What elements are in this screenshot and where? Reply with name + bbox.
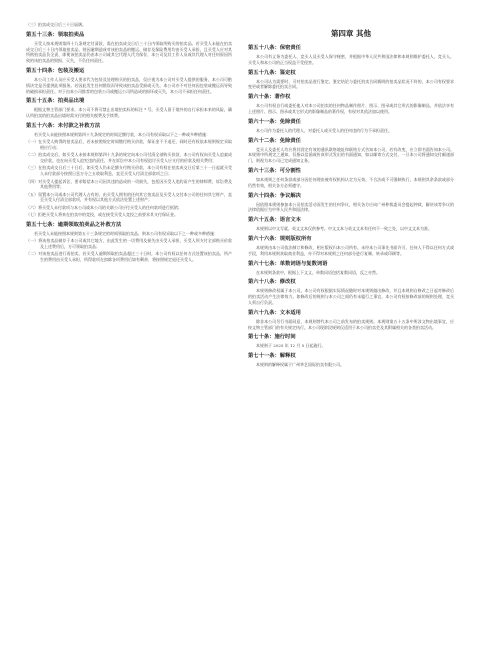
- article-56-item: （四）对买受人提起诉讼，要求赔偿本公司因其违约造成的一切损失，包括因买受人违约而产生的律师费、诉讼费及其他费用等；: [26, 178, 232, 190]
- article-56-item: （三）在拍卖成交日后三十日后，如买受人仍未足额支付购买价款，本公司有权在拍卖成交日后第三十一日起就买受人未付款部分按照日息万分之五收取利息，直至买受人付清全部款项之日；: [26, 165, 232, 177]
- article-62-title: 第六十二条：免除责任: [248, 137, 301, 144]
- article-62-text: 竞买人及委托人均应将其固定有效的通讯联络地址和联络方式告知本公司，若有改变，应立即书面告知本公司。本规则中所规定之通知，仅指以信函或传真形式发出的书面通知，如以邮寄方式交付，一旦本公司将通知交付邮递部门，则视为本公司已完成通知义务。: [248, 146, 454, 164]
- article-63-title: 第六十三条：可分割性: [248, 167, 301, 174]
- article-58-text: 本公司有义务为委托人、竞买人及买受人保守秘密，并根据中华人民共和国法律和本规则维护委托人、竞买人、买受人和本公司的正当权益不受侵害。: [248, 54, 454, 65]
- article-56-item: （五）留置本公司或本公司代理人占有的、由买受人拥有的任何其它拍卖品及买受人交付本公司的任何其它财产，直至买受人付清全部款项，并有权以其他方式依法处置上述财产；: [26, 191, 232, 203]
- article-54-text: 本公司工作人员应买受人要求代为包装及处理购买的拍卖品，仅应视为本公司对买受人提供的服务，本公司可酌情决定是否提供此项服务。若因此发生任何错误而导致该拍卖品受损或灭失，本公司亦不对任何因包装或搬运而导致的破损承担责任。对于由本公司推荐的包装公司或搬运公司所造成的损坏或灭失，本公司不承担任何责任。: [26, 76, 232, 94]
- article-64-text: 因依照本规则参加本公司拍卖活动而发生的任何争议，相关各方应向广州仲裁委员会提起仲裁，解决该等争议的法律依据应为中华人民共和国法律。: [248, 201, 454, 213]
- article-65-text: 本规则以中文写就，英文文本仅供参考。中文文本与英文文本有任何不一致之处，以中文文本为准。: [256, 226, 432, 232]
- article-60-text: 本公司有权自行或委托他人对本公司拍卖的任何物品制作照片、图示、图录或其它形式的影像制品，并依法享有上述照片、图示、图录或其它形式的影像制品的著作权，有权对其依法加以使用。: [248, 103, 454, 114]
- article-59-text: 本公司认为需要时，可对拍卖品进行鉴定。鉴定结论与委托拍卖合同载明的拍卖品状况不符的，本公司有权要求变更或者解除委托拍卖合同。: [248, 78, 454, 90]
- article-56-text: 若买受人未能按照本规则第四十九条规定的时间足额付款，本公司有权采取以下之一种或多种措施：: [34, 131, 210, 137]
- article-58-title: 第五十八条：保密责任: [248, 45, 301, 51]
- article-53-text: 买受人按本规则第四十九条规定付清款，需在拍卖成交日后三十日内领取所购买的拍卖品。若买受人未能在拍卖成交日后三十日内领取拍卖品，则因逾期造成对该拍卖品的搬运、储存及保险费用均由买受人承担，且买受人应对其所购拍卖品负全责，即使该拍卖品仍由本公司或其它代理人代为保存，本公司及其工作人员或其代理人对任何原因所致的该拍卖品的毁损、灭失，不负任何责任。: [26, 40, 232, 64]
- article-57-title: 第五十七条：逾期领取拍卖品之补救方法: [26, 221, 122, 228]
- article-63-text: 如本规则之任何条款或部分因任何理由被有权机构认定为无效、不合法或不可强制执行，本规则其余条款或部分仍然有效，相关各方必须遵守。: [248, 176, 454, 188]
- article-70-text: 本规则于 2025 年 12 月 5 日起施行。: [256, 343, 326, 349]
- article-69-text: 除非本公司另行书面同意，本规则替代本公司之前发布的拍卖规则。本规则第五十五条中所涉文物出境事宜，应按文物主管部门的有关规定执行。本公司现阶段规则仅适用于本公司拍卖会及其附属相关的各类拍卖活动。: [248, 318, 454, 330]
- article-54-title: 第五十四条：包装及搬运: [26, 67, 85, 74]
- article-57-text: 若买受人未能按照本规则第五十三条规定的时间领取拍卖品，则本公司有权采取以下之一种或多种措施：: [34, 230, 218, 236]
- article-57-item: （二）对该拍卖品进行再拍卖，若买受人逾期领取拍卖品超过三十日时，本公司有权以任何方式处置该拍卖品，所产生的费用由买受人承担，所得款项在扣除各项费用后如有剩余，将按照规定退还买受人。: [26, 251, 232, 263]
- article-59-title: 第五十九条：鉴定权: [248, 69, 296, 76]
- article-61-text: 本公司作为委托人的代理人，对委托人或买受人的任何违约行为不承担责任。: [256, 127, 392, 133]
- article-57-item: （一）将该拍卖品储存于本公司或其它地方，由此发生的一切费用及损失由买受人承担，买受人须支付全部购买价款及上述费用后，方可领取拍卖品；: [26, 238, 232, 249]
- article-55-title: 第五十五条：拍卖品出境: [26, 98, 85, 105]
- article-56-title: 第五十六条：未付款之补救方法: [26, 122, 101, 129]
- article-60-title: 第六十条：著作权: [248, 94, 291, 101]
- article-61-title: 第六十一条：免除责任: [248, 118, 301, 125]
- article-71-title: 第七十一条：解释权: [248, 353, 296, 360]
- article-71-text: 本规则的解释权属于广州华艺国际拍卖有限公司。: [256, 362, 344, 368]
- article-64-title: 第六十四条：争议解决: [248, 192, 301, 199]
- top-item: （三）拍卖成交日后三十日届满。: [26, 22, 86, 27]
- article-69-title: 第六十九条：文本适用: [248, 309, 301, 316]
- article-55-text: 根据文物主管部门要求，本公司不将可禁止出境拍卖标的标注 * 号。买受人留于境外的自行承担本来的风险，确认所拍卖的拍卖品出境时需支付的相关税费及手续费。: [26, 107, 232, 119]
- article-56-item: （二）拍卖成交后，如买受人未按本规则第四十九条的规定向本公司付清全部购买价款，本公司有权向买受人追索成交价款。也在向买受人追究违约责任，并在诉讼中本公司有权追讨买受人应支付的价款及相关费用；: [26, 152, 232, 164]
- article-56-item: （一）在买受人购得的拍卖品后，若未按照规定时间缴付购买价款，保证金不予退还，同时还有权依本规则规定采取相应行动；: [26, 139, 232, 151]
- article-68-title: 第六十八条：修改权: [248, 279, 296, 286]
- article-65-title: 第六十五条：语言文本: [248, 217, 301, 224]
- left-column: [26, 22, 232, 264]
- article-67-title: 第六十七条：单数词语与复数词语: [248, 260, 328, 267]
- article-68-text: 本规则修改权属于本公司。本公司有权根据实际情况随时对本规则做出修改，并且本规则自修改之日起对修改后的拍卖活动产生法律效力。如修改后的规则与本公司之间仍有未履行之事宜，本公司有权按修改前的规则处理，竞买人须自行负责。: [248, 288, 454, 305]
- chapter-heading: 第四章 其他: [330, 29, 372, 38]
- article-66-text: 本规则由本公司依法制订和修改，相应版权归本公司所有。未经本公司事先书面许可，任何人不得以任何方式或手段，利用本规则获取商业利益，亦不得对本规则之任何部分进行复制、转录或印刷等。: [248, 244, 454, 256]
- article-70-title: 第七十条：施行时间: [248, 334, 296, 341]
- article-53-title: 第五十三条：领取拍卖品: [26, 31, 85, 38]
- article-56-item: （六）将买受人未付款项与本公司或本公司的关联公司应付买受人的任何款项进行抵销；: [26, 204, 182, 210]
- right-column: [248, 22, 454, 369]
- article-67-text: 在本规则条款中，根据上下文义，单数词语包括复数词语，反之亦然。: [256, 269, 380, 275]
- article-56-item: （七）拒绝买受人将来在拍卖中的竞投，或在接受买受人竞投之前要求其支付保证金。: [26, 212, 178, 218]
- article-66-title: 第六十六条：规则版权所有: [248, 235, 312, 242]
